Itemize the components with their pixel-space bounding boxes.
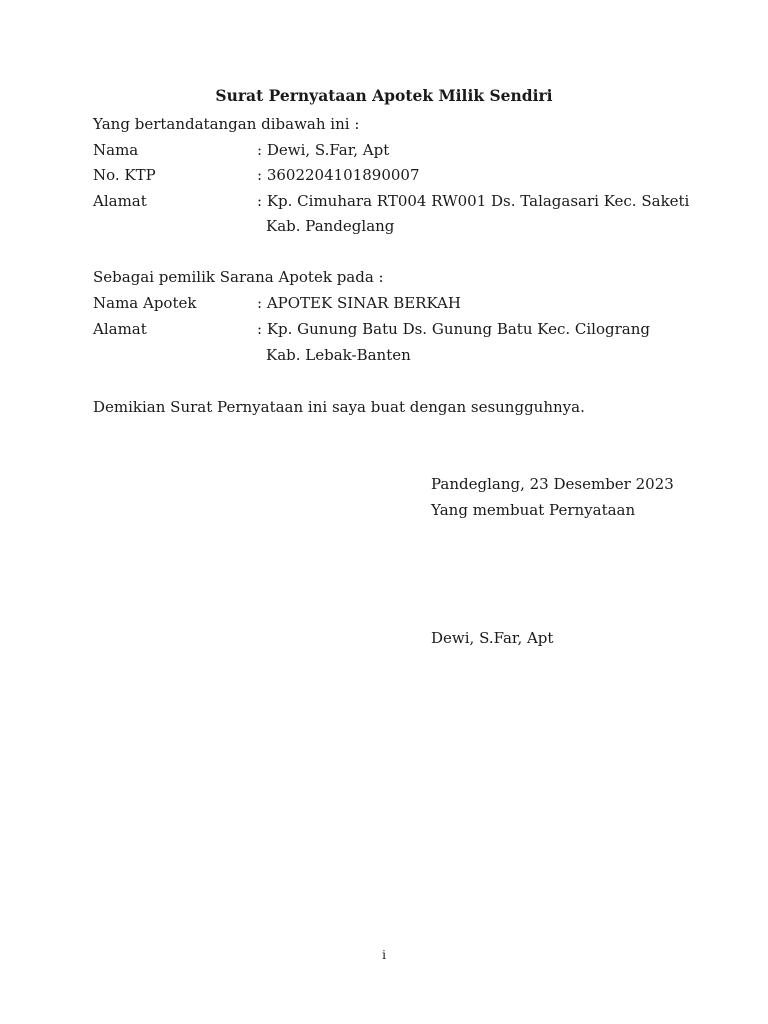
person-ktp-value: : 3602204101890007 xyxy=(257,166,420,184)
pharmacy-address-value-line1: : Kp. Gunung Batu Ds. Gunung Batu Kec. Cilograng xyxy=(257,320,650,338)
person-name-label: Nama xyxy=(93,141,139,159)
closing-text: Demikian Surat Pernyataan ini saya buat dengan sesungguhnya. xyxy=(93,398,585,416)
document-title: Surat Pernyataan Apotek Milik Sendiri xyxy=(215,86,553,105)
pharmacy-address-value-line2: Kab. Lebak-Banten xyxy=(266,346,411,364)
person-address-label: Alamat xyxy=(93,192,147,210)
page-number: i xyxy=(382,948,386,962)
person-ktp-label: No. KTP xyxy=(93,166,156,184)
person-address-value-line1: : Kp. Cimuhara RT004 RW001 Ds. Talagasari Kec. Saketi xyxy=(257,192,690,210)
pharmacy-name-value: : APOTEK SINAR BERKAH xyxy=(257,294,461,312)
owner-intro-text: Sebagai pemilik Sarana Apotek pada : xyxy=(93,268,384,286)
intro-text: Yang bertandatangan dibawah ini : xyxy=(93,115,360,133)
pharmacy-name-label: Nama Apotek xyxy=(93,294,197,312)
person-address-value-line2: Kab. Pandeglang xyxy=(266,217,395,235)
pharmacy-address-label: Alamat xyxy=(93,320,147,338)
place-date: Pandeglang, 23 Desember 2023 xyxy=(431,475,674,493)
signer-name: Dewi, S.Far, Apt xyxy=(431,629,554,647)
person-name-value: : Dewi, S.Far, Apt xyxy=(257,141,390,159)
signer-role: Yang membuat Pernyataan xyxy=(431,501,636,519)
